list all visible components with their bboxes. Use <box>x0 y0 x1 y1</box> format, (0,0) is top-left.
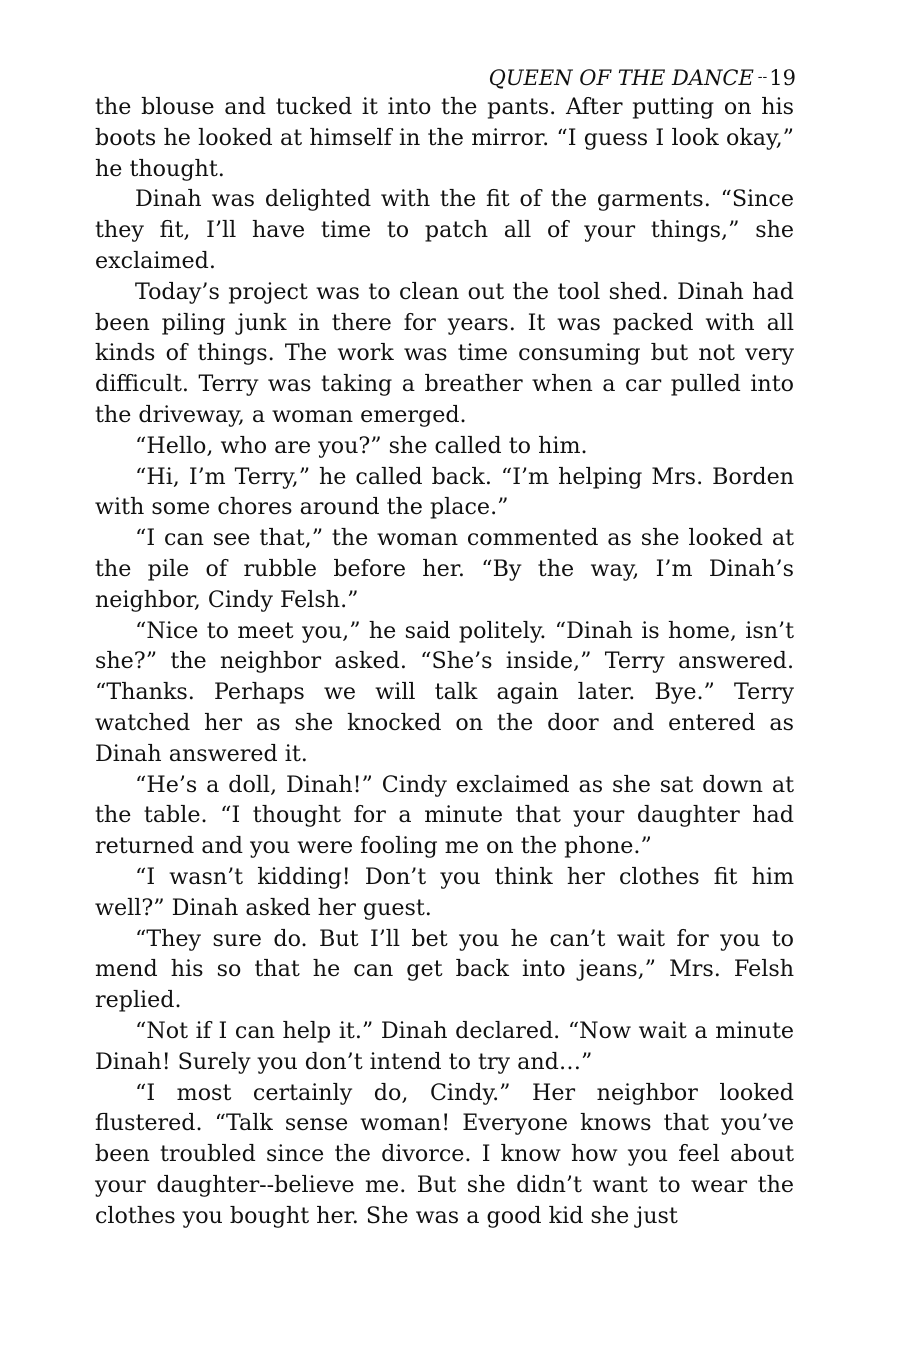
running-header <box>489 64 796 91</box>
header-separator: -- <box>757 69 768 85</box>
paragraph: Dinah was delighted with the fit of the garments. “Since they fit, I’ll have time to patch all of your things,” she exclaimed. <box>95 186 794 274</box>
paragraph: “Not if I can help it.” Dinah declared. “Now wait a minute Dinah! Surely you don’t intend to try and…” <box>95 1017 794 1075</box>
paragraph: “I wasn’t kidding! Don’t you think her clothes fit him well?” Dinah asked her guest. <box>95 863 794 921</box>
paragraph: “Hi, I’m Terry,” he called back. “I’m helping Mrs. Borden with some chores around the place.” <box>95 463 794 521</box>
paragraph-last: “I most certainly do, Cindy.” Her neighbor looked flustered. “Talk sense woman! Everyone knows that you’ve been troubled since the divorce. I know how you feel about your daughter--believe me. But she didn’t want to wear the clothes you bought her. She was a good kid she just <box>95 1079 794 1229</box>
book-title: QUEEN OF THE DANCE <box>488 66 754 90</box>
page-number: 19 <box>769 66 796 90</box>
paragraph: “They sure do. But I’ll bet you he can’t wait for you to mend his so that he can get back into jeans,” Mrs. Felsh replied. <box>95 925 794 1014</box>
body-text <box>95 92 794 1231</box>
paragraph: Today’s project was to clean out the tool shed. Dinah had been piling junk in there for years. It was packed with all kinds of things. The work was time consuming but not very difficult. Terry was taking a breather when a car pulled into the driveway, a woman emerged. <box>95 278 794 428</box>
paragraph: “He’s a doll, Dinah!” Cindy exclaimed as she sat down at the table. “I thought for a minute that your daughter had returned and you were fooling me on the phone.” <box>95 771 794 860</box>
paragraph: “I can see that,” the woman commented as she looked at the pile of rubble before her. “By the way, I’m Dinah’s neighbor, Cindy Felsh.” <box>95 525 794 613</box>
paragraph-continued: the blouse and tucked it into the pants. After putting on his boots he looked at himself in the mirror. “I guess I look okay,” he thought. <box>95 94 794 182</box>
paragraph: “Nice to meet you,” he said politely. “Dinah is home, isn’t she?” the neighbor asked. “She’s inside,” Terry answered. “Thanks. Perhaps we will talk again later. Bye.” Terry watched her as she knocked on the door and entered as Dinah answered it. <box>95 617 794 767</box>
paragraph: “Hello, who are you?” she called to him. <box>135 432 588 459</box>
